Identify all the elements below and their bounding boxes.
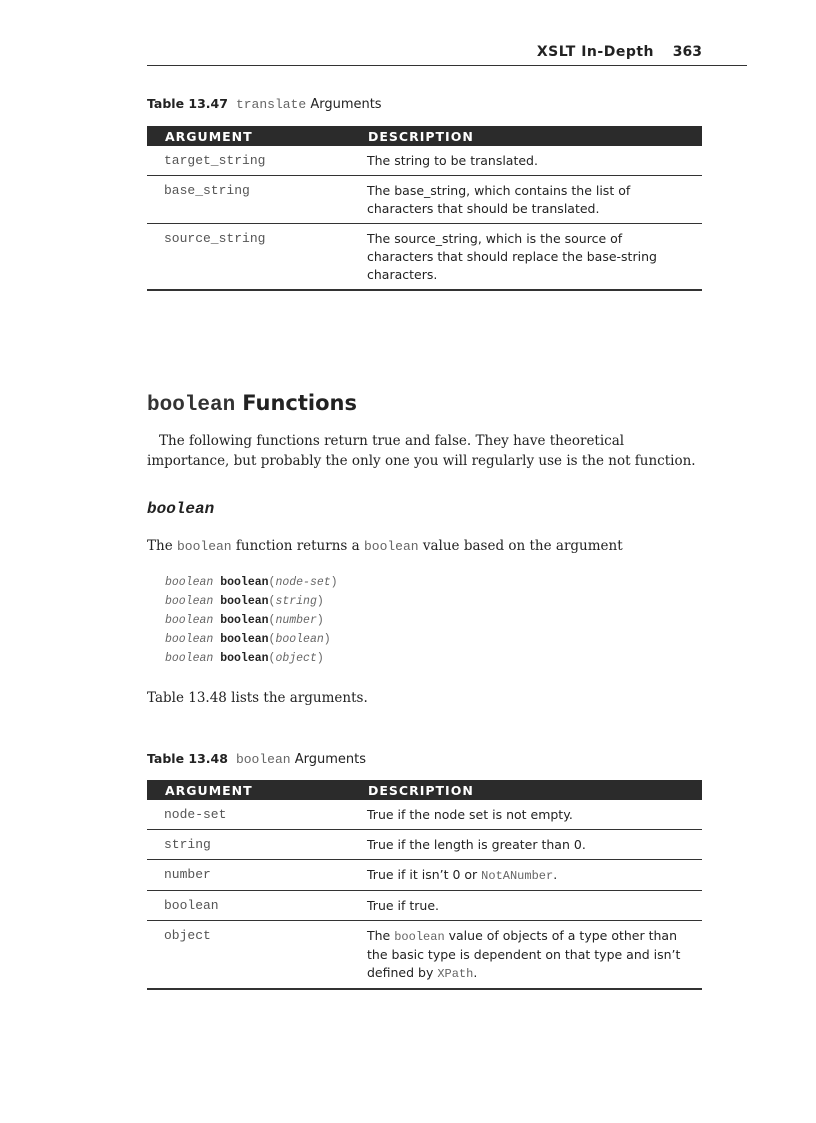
table-row — [147, 800, 702, 830]
return-type: boolean — [165, 614, 214, 627]
argument-cell: boolean — [164, 898, 219, 913]
paren: ) — [323, 633, 331, 646]
paren: ) — [316, 614, 324, 627]
table-row — [147, 921, 702, 990]
paren: ( — [268, 633, 276, 646]
description-paragraph — [147, 536, 703, 557]
paren: ) — [316, 652, 324, 665]
inline-code: XPath — [437, 967, 474, 981]
inline-code: boolean — [176, 539, 232, 554]
table-caption-13-48 — [147, 751, 366, 767]
section-heading-word: Functions — [242, 391, 357, 415]
table-row — [147, 176, 702, 224]
description-cell: True if true. — [367, 898, 439, 913]
table-label: Table 13.47 — [147, 96, 228, 111]
return-type: boolean — [165, 595, 214, 608]
running-header — [147, 42, 702, 64]
table-row — [147, 830, 702, 860]
text: The — [367, 928, 395, 943]
argument-cell: string — [164, 837, 211, 852]
table-function-name: boolean — [235, 752, 291, 767]
text: True if it isn’t 0 or — [367, 867, 482, 882]
code-line — [165, 630, 338, 649]
paren: ) — [330, 576, 338, 589]
table-13-48 — [147, 780, 702, 990]
table-label: Table 13.48 — [147, 751, 228, 766]
return-type: boolean — [165, 576, 214, 589]
description-cell: The base_string, which contains the list of characters that should be translated. — [367, 183, 631, 216]
section-heading-code: boolean — [147, 394, 236, 417]
text: value based on the argument — [418, 538, 623, 554]
argument-cell: number — [164, 867, 211, 882]
code-line — [165, 573, 338, 592]
text: function returns a — [231, 538, 364, 554]
table-header — [147, 780, 702, 800]
table-row — [147, 860, 702, 891]
table-row — [147, 224, 702, 291]
header-rule — [147, 65, 747, 66]
param-type: object — [275, 652, 317, 665]
table-caption-suffix: Arguments — [310, 97, 382, 112]
function-name: boolean — [220, 576, 269, 589]
text: value of objects of a type other than the basic type is dependent on that type and isn’t defined by — [367, 928, 681, 980]
text: . — [553, 867, 558, 882]
inline-code: boolean — [363, 539, 419, 554]
intro-paragraph: The following functions return true and false. They have theoretical importance, but probably the only one you will regularly use is the not function. — [147, 433, 696, 469]
description-cell — [367, 866, 702, 885]
table-function-name: translate — [235, 97, 307, 112]
description-cell — [367, 927, 702, 983]
table-caption-suffix: Arguments — [294, 752, 366, 767]
argument-cell: source_string — [164, 231, 266, 246]
param-type: boolean — [275, 633, 324, 646]
paren: ( — [268, 652, 276, 665]
param-type: string — [275, 595, 317, 608]
paren: ( — [268, 595, 276, 608]
column-header-description: DESCRIPTION — [368, 782, 474, 798]
param-type: node-set — [275, 576, 331, 589]
table-row — [147, 891, 702, 921]
code-block — [165, 573, 338, 668]
code-line — [165, 592, 338, 611]
page-number: 363 — [672, 44, 702, 60]
section-heading — [147, 391, 357, 417]
chapter-title: XSLT In-Depth — [536, 44, 654, 60]
param-type: number — [275, 614, 317, 627]
function-name: boolean — [220, 614, 269, 627]
argument-cell: base_string — [164, 183, 250, 198]
column-header-argument: ARGUMENT — [165, 128, 253, 144]
code-line — [165, 611, 338, 630]
description-cell: True if the length is greater than 0. — [367, 837, 586, 852]
table-caption-13-47 — [147, 96, 382, 112]
code-line — [165, 649, 338, 668]
text: The — [147, 538, 177, 554]
inline-code: boolean — [394, 930, 445, 944]
function-name: boolean — [220, 595, 269, 608]
description-cell: The source_string, which is the source of characters that should replace the base-string characters. — [367, 231, 657, 282]
description-cell: True if the node set is not empty. — [367, 807, 573, 822]
return-type: boolean — [165, 633, 214, 646]
paren: ) — [316, 595, 324, 608]
argument-cell: node-set — [164, 807, 227, 822]
description-cell: The string to be translated. — [367, 153, 538, 168]
subsection-heading: boolean — [147, 500, 215, 518]
table-13-47 — [147, 126, 702, 291]
function-name: boolean — [220, 633, 269, 646]
function-name: boolean — [220, 652, 269, 665]
paren: ( — [268, 614, 276, 627]
paren: ( — [268, 576, 276, 589]
table-row — [147, 146, 702, 176]
text: . — [473, 965, 478, 980]
argument-cell: target_string — [164, 153, 266, 168]
argument-cell: object — [164, 928, 211, 943]
column-header-argument: ARGUMENT — [165, 782, 253, 798]
inline-code: NotANumber — [481, 869, 554, 883]
column-header-description: DESCRIPTION — [368, 128, 474, 144]
table-reference-paragraph: Table 13.48 lists the arguments. — [147, 690, 368, 706]
return-type: boolean — [165, 652, 214, 665]
table-header — [147, 126, 702, 146]
